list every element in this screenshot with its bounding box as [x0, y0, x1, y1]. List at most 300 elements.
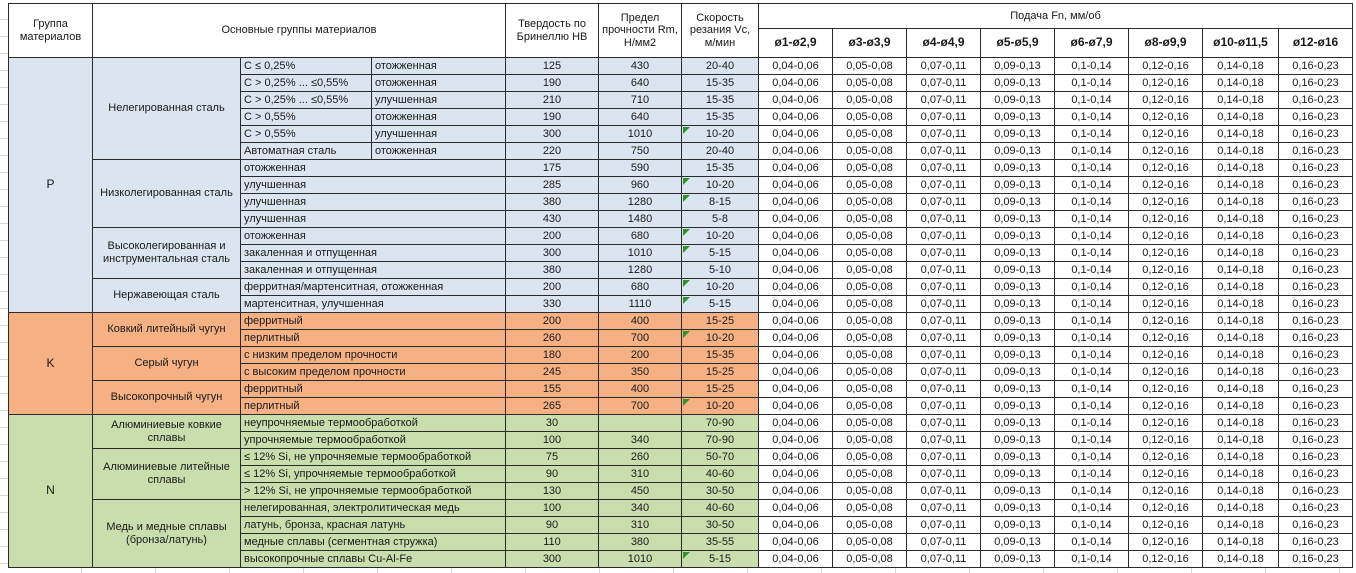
- feed-cell[interactable]: 0,07-0,11: [907, 381, 981, 398]
- feed-cell[interactable]: 0,09-0,13: [981, 75, 1055, 92]
- feed-cell[interactable]: 0,09-0,13: [981, 449, 1055, 466]
- feed-cell[interactable]: 0,16-0,23: [1279, 398, 1353, 415]
- strength-cell[interactable]: 680: [599, 279, 682, 296]
- feed-cell[interactable]: 0,14-0,18: [1203, 279, 1279, 296]
- condition-cell[interactable]: высокопрочные сплавы Cu-Al-Fe: [241, 551, 506, 568]
- feed-cell[interactable]: 0,1-0,14: [1055, 143, 1129, 160]
- feed-cell[interactable]: 0,12-0,16: [1129, 517, 1203, 534]
- strength-cell[interactable]: 700: [599, 330, 682, 347]
- feed-cell[interactable]: 0,07-0,11: [907, 245, 981, 262]
- strength-cell[interactable]: 1280: [599, 262, 682, 279]
- feed-cell[interactable]: 0,09-0,13: [981, 483, 1055, 500]
- feed-cell[interactable]: 0,04-0,06: [759, 347, 833, 364]
- feed-cell[interactable]: 0,07-0,11: [907, 75, 981, 92]
- feed-cell[interactable]: 0,12-0,16: [1129, 58, 1203, 75]
- feed-cell[interactable]: 0,09-0,13: [981, 262, 1055, 279]
- feed-cell[interactable]: 0,07-0,11: [907, 432, 981, 449]
- feed-cell[interactable]: 0,04-0,06: [759, 415, 833, 432]
- feed-cell[interactable]: 0,12-0,16: [1129, 330, 1203, 347]
- feed-cell[interactable]: 0,12-0,16: [1129, 262, 1203, 279]
- feed-cell[interactable]: 0,16-0,23: [1279, 109, 1353, 126]
- header-cutting-speed-vc[interactable]: Скорость резания Vc, м/мин: [682, 4, 759, 58]
- feed-cell[interactable]: 0,07-0,11: [907, 143, 981, 160]
- feed-cell[interactable]: 0,16-0,23: [1279, 143, 1353, 160]
- feed-cell[interactable]: 0,05-0,08: [833, 483, 907, 500]
- strength-cell[interactable]: 450: [599, 483, 682, 500]
- feed-cell[interactable]: 0,1-0,14: [1055, 58, 1129, 75]
- feed-cell[interactable]: 0,05-0,08: [833, 432, 907, 449]
- feed-cell[interactable]: 0,04-0,06: [759, 143, 833, 160]
- strength-cell[interactable]: 1010: [599, 126, 682, 143]
- feed-cell[interactable]: 0,09-0,13: [981, 398, 1055, 415]
- feed-cell[interactable]: 0,12-0,16: [1129, 143, 1203, 160]
- feed-cell[interactable]: 0,07-0,11: [907, 109, 981, 126]
- feed-cell[interactable]: 0,09-0,13: [981, 415, 1055, 432]
- feed-cell[interactable]: 0,05-0,08: [833, 313, 907, 330]
- cutting-speed-cell[interactable]: 15-25: [682, 381, 759, 398]
- feed-cell[interactable]: 0,07-0,11: [907, 398, 981, 415]
- feed-cell[interactable]: 0,09-0,13: [981, 347, 1055, 364]
- strength-cell[interactable]: 340: [599, 500, 682, 517]
- feed-cell[interactable]: 0,05-0,08: [833, 381, 907, 398]
- hardness-cell[interactable]: 210: [506, 92, 599, 109]
- feed-cell[interactable]: 0,04-0,06: [759, 245, 833, 262]
- feed-cell[interactable]: 0,1-0,14: [1055, 330, 1129, 347]
- feed-cell[interactable]: 0,16-0,23: [1279, 483, 1353, 500]
- feed-cell[interactable]: 0,09-0,13: [981, 143, 1055, 160]
- feed-cell[interactable]: 0,12-0,16: [1129, 296, 1203, 313]
- feed-cell[interactable]: 0,09-0,13: [981, 534, 1055, 551]
- feed-cell[interactable]: 0,1-0,14: [1055, 160, 1129, 177]
- feed-cell[interactable]: 0,09-0,13: [981, 92, 1055, 109]
- material-family-cell[interactable]: Ковкий литейный чугун: [93, 313, 241, 347]
- feed-cell[interactable]: 0,14-0,18: [1203, 109, 1279, 126]
- strength-cell[interactable]: 640: [599, 109, 682, 126]
- feed-cell[interactable]: 0,05-0,08: [833, 279, 907, 296]
- feed-cell[interactable]: 0,04-0,06: [759, 126, 833, 143]
- feed-cell[interactable]: 0,14-0,18: [1203, 245, 1279, 262]
- cutting-speed-cell[interactable]: 5-15: [682, 551, 759, 568]
- cutting-speed-cell[interactable]: 15-35: [682, 75, 759, 92]
- condition-cell[interactable]: перлитный: [241, 398, 506, 415]
- feed-cell[interactable]: 0,14-0,18: [1203, 58, 1279, 75]
- condition-cell[interactable]: отожженная: [372, 143, 506, 160]
- feed-cell[interactable]: 0,05-0,08: [833, 415, 907, 432]
- feed-cell[interactable]: 0,16-0,23: [1279, 415, 1353, 432]
- strength-cell[interactable]: 640: [599, 75, 682, 92]
- feed-cell[interactable]: 0,07-0,11: [907, 279, 981, 296]
- feed-cell[interactable]: 0,04-0,06: [759, 500, 833, 517]
- strength-cell[interactable]: 380: [599, 534, 682, 551]
- feed-cell[interactable]: 0,16-0,23: [1279, 160, 1353, 177]
- cutting-speed-cell[interactable]: 10-20: [682, 177, 759, 194]
- header-hardness-hb[interactable]: Твердость по Бринеллю HB: [506, 4, 599, 58]
- feed-cell[interactable]: 0,04-0,06: [759, 211, 833, 228]
- feed-cell[interactable]: 0,16-0,23: [1279, 500, 1353, 517]
- feed-cell[interactable]: 0,14-0,18: [1203, 211, 1279, 228]
- feed-cell[interactable]: 0,1-0,14: [1055, 126, 1129, 143]
- feed-cell[interactable]: 0,12-0,16: [1129, 279, 1203, 296]
- material-family-cell[interactable]: Высокопрочный чугун: [93, 381, 241, 415]
- submaterial-cell[interactable]: C > 0,55%: [241, 126, 372, 143]
- feed-cell[interactable]: 0,09-0,13: [981, 364, 1055, 381]
- feed-cell[interactable]: 0,07-0,11: [907, 517, 981, 534]
- feed-cell[interactable]: 0,09-0,13: [981, 126, 1055, 143]
- feed-cell[interactable]: 0,1-0,14: [1055, 398, 1129, 415]
- submaterial-cell[interactable]: C > 0,25% ... ≤0,55%: [241, 92, 372, 109]
- feed-cell[interactable]: 0,07-0,11: [907, 330, 981, 347]
- feed-cell[interactable]: 0,16-0,23: [1279, 381, 1353, 398]
- feed-cell[interactable]: 0,09-0,13: [981, 296, 1055, 313]
- strength-cell[interactable]: 430: [599, 58, 682, 75]
- hardness-cell[interactable]: 190: [506, 109, 599, 126]
- feed-cell[interactable]: 0,05-0,08: [833, 262, 907, 279]
- feed-cell[interactable]: 0,12-0,16: [1129, 347, 1203, 364]
- group-letter-cell[interactable]: N: [9, 415, 93, 568]
- feed-cell[interactable]: 0,07-0,11: [907, 177, 981, 194]
- hardness-cell[interactable]: 130: [506, 483, 599, 500]
- feed-cell[interactable]: 0,05-0,08: [833, 143, 907, 160]
- feed-cell[interactable]: 0,09-0,13: [981, 466, 1055, 483]
- feed-cell[interactable]: 0,09-0,13: [981, 194, 1055, 211]
- cutting-speed-cell[interactable]: 40-60: [682, 466, 759, 483]
- feed-cell[interactable]: 0,07-0,11: [907, 58, 981, 75]
- hardness-cell[interactable]: 380: [506, 262, 599, 279]
- feed-cell[interactable]: 0,04-0,06: [759, 160, 833, 177]
- condition-cell[interactable]: улучшенная: [241, 194, 506, 211]
- feed-cell[interactable]: 0,04-0,06: [759, 398, 833, 415]
- feed-cell[interactable]: 0,14-0,18: [1203, 381, 1279, 398]
- feed-cell[interactable]: 0,1-0,14: [1055, 313, 1129, 330]
- feed-cell[interactable]: 0,05-0,08: [833, 364, 907, 381]
- submaterial-cell[interactable]: Автоматная сталь: [241, 143, 372, 160]
- feed-cell[interactable]: 0,16-0,23: [1279, 347, 1353, 364]
- feed-cell[interactable]: 0,12-0,16: [1129, 211, 1203, 228]
- feed-cell[interactable]: 0,12-0,16: [1129, 313, 1203, 330]
- hardness-cell[interactable]: 175: [506, 160, 599, 177]
- hardness-cell[interactable]: 90: [506, 466, 599, 483]
- strength-cell[interactable]: 400: [599, 313, 682, 330]
- hardness-cell[interactable]: 200: [506, 228, 599, 245]
- feed-cell[interactable]: 0,12-0,16: [1129, 398, 1203, 415]
- feed-cell[interactable]: 0,12-0,16: [1129, 381, 1203, 398]
- hardness-cell[interactable]: 300: [506, 245, 599, 262]
- hardness-cell[interactable]: 330: [506, 296, 599, 313]
- feed-cell[interactable]: 0,09-0,13: [981, 330, 1055, 347]
- feed-cell[interactable]: 0,14-0,18: [1203, 551, 1279, 568]
- feed-cell[interactable]: 0,1-0,14: [1055, 364, 1129, 381]
- feed-cell[interactable]: 0,14-0,18: [1203, 296, 1279, 313]
- strength-cell[interactable]: 700: [599, 398, 682, 415]
- feed-cell[interactable]: 0,05-0,08: [833, 500, 907, 517]
- feed-cell[interactable]: 0,04-0,06: [759, 449, 833, 466]
- feed-cell[interactable]: 0,14-0,18: [1203, 92, 1279, 109]
- feed-cell[interactable]: 0,1-0,14: [1055, 262, 1129, 279]
- condition-cell[interactable]: отожженная: [241, 160, 506, 177]
- feed-cell[interactable]: 0,09-0,13: [981, 109, 1055, 126]
- feed-cell[interactable]: 0,09-0,13: [981, 228, 1055, 245]
- feed-cell[interactable]: 0,09-0,13: [981, 551, 1055, 568]
- feed-cell[interactable]: 0,07-0,11: [907, 194, 981, 211]
- feed-cell[interactable]: 0,12-0,16: [1129, 483, 1203, 500]
- strength-cell[interactable]: 310: [599, 517, 682, 534]
- header-feed-range-8[interactable]: ø12-ø16: [1279, 29, 1353, 58]
- condition-cell[interactable]: улучшенная: [241, 177, 506, 194]
- feed-cell[interactable]: 0,09-0,13: [981, 279, 1055, 296]
- feed-cell[interactable]: 0,1-0,14: [1055, 177, 1129, 194]
- condition-cell[interactable]: с высоким пределом прочности: [241, 364, 506, 381]
- feed-cell[interactable]: 0,1-0,14: [1055, 381, 1129, 398]
- strength-cell[interactable]: 340: [599, 432, 682, 449]
- feed-cell[interactable]: 0,05-0,08: [833, 296, 907, 313]
- hardness-cell[interactable]: 155: [506, 381, 599, 398]
- feed-cell[interactable]: 0,05-0,08: [833, 534, 907, 551]
- feed-cell[interactable]: 0,07-0,11: [907, 313, 981, 330]
- feed-cell[interactable]: 0,12-0,16: [1129, 449, 1203, 466]
- condition-cell[interactable]: с низким пределом прочности: [241, 347, 506, 364]
- condition-cell[interactable]: латунь, бронза, красная латунь: [241, 517, 506, 534]
- hardness-cell[interactable]: 220: [506, 143, 599, 160]
- feed-cell[interactable]: 0,05-0,08: [833, 551, 907, 568]
- hardness-cell[interactable]: 125: [506, 58, 599, 75]
- feed-cell[interactable]: 0,05-0,08: [833, 109, 907, 126]
- feed-cell[interactable]: 0,14-0,18: [1203, 534, 1279, 551]
- feed-cell[interactable]: 0,04-0,06: [759, 177, 833, 194]
- hardness-cell[interactable]: 300: [506, 126, 599, 143]
- feed-cell[interactable]: 0,12-0,16: [1129, 126, 1203, 143]
- feed-cell[interactable]: 0,1-0,14: [1055, 279, 1129, 296]
- header-feed-range-7[interactable]: ø10-ø11,5: [1203, 29, 1279, 58]
- feed-cell[interactable]: 0,16-0,23: [1279, 534, 1353, 551]
- strength-cell[interactable]: 400: [599, 381, 682, 398]
- feed-cell[interactable]: 0,04-0,06: [759, 534, 833, 551]
- feed-cell[interactable]: 0,1-0,14: [1055, 228, 1129, 245]
- feed-cell[interactable]: 0,16-0,23: [1279, 75, 1353, 92]
- hardness-cell[interactable]: 190: [506, 75, 599, 92]
- condition-cell[interactable]: упрочняемые термообработкой: [241, 432, 506, 449]
- feed-cell[interactable]: 0,04-0,06: [759, 75, 833, 92]
- feed-cell[interactable]: 0,1-0,14: [1055, 534, 1129, 551]
- feed-cell[interactable]: 0,05-0,08: [833, 177, 907, 194]
- feed-cell[interactable]: 0,1-0,14: [1055, 449, 1129, 466]
- strength-cell[interactable]: 1110: [599, 296, 682, 313]
- feed-cell[interactable]: 0,14-0,18: [1203, 517, 1279, 534]
- condition-cell[interactable]: мартенситная, улучшенная: [241, 296, 506, 313]
- feed-cell[interactable]: 0,16-0,23: [1279, 364, 1353, 381]
- feed-cell[interactable]: 0,07-0,11: [907, 466, 981, 483]
- feed-cell[interactable]: 0,1-0,14: [1055, 415, 1129, 432]
- strength-cell[interactable]: 350: [599, 364, 682, 381]
- feed-cell[interactable]: 0,09-0,13: [981, 313, 1055, 330]
- feed-cell[interactable]: 0,07-0,11: [907, 500, 981, 517]
- condition-cell[interactable]: > 12% Si, не упрочняемые термообработкой: [241, 483, 506, 500]
- feed-cell[interactable]: 0,1-0,14: [1055, 347, 1129, 364]
- feed-cell[interactable]: 0,1-0,14: [1055, 432, 1129, 449]
- feed-cell[interactable]: 0,16-0,23: [1279, 228, 1353, 245]
- feed-cell[interactable]: 0,16-0,23: [1279, 177, 1353, 194]
- feed-cell[interactable]: 0,05-0,08: [833, 517, 907, 534]
- cutting-speed-cell[interactable]: 30-50: [682, 517, 759, 534]
- cutting-speed-cell[interactable]: 40-60: [682, 500, 759, 517]
- feed-cell[interactable]: 0,09-0,13: [981, 500, 1055, 517]
- material-family-cell[interactable]: Медь и медные сплавы (бронза/латунь): [93, 500, 241, 568]
- cutting-speed-cell[interactable]: 35-55: [682, 534, 759, 551]
- feed-cell[interactable]: 0,05-0,08: [833, 245, 907, 262]
- feed-cell[interactable]: 0,05-0,08: [833, 75, 907, 92]
- feed-cell[interactable]: 0,12-0,16: [1129, 245, 1203, 262]
- strength-cell[interactable]: 960: [599, 177, 682, 194]
- cutting-speed-cell[interactable]: 15-35: [682, 92, 759, 109]
- feed-cell[interactable]: 0,05-0,08: [833, 211, 907, 228]
- hardness-cell[interactable]: 110: [506, 534, 599, 551]
- feed-cell[interactable]: 0,07-0,11: [907, 483, 981, 500]
- hardness-cell[interactable]: 100: [506, 500, 599, 517]
- feed-cell[interactable]: 0,07-0,11: [907, 92, 981, 109]
- feed-cell[interactable]: 0,12-0,16: [1129, 500, 1203, 517]
- feed-cell[interactable]: 0,09-0,13: [981, 211, 1055, 228]
- feed-cell[interactable]: 0,12-0,16: [1129, 92, 1203, 109]
- hardness-cell[interactable]: 30: [506, 415, 599, 432]
- feed-cell[interactable]: 0,04-0,06: [759, 551, 833, 568]
- feed-cell[interactable]: 0,04-0,06: [759, 279, 833, 296]
- condition-cell[interactable]: отожженная: [372, 75, 506, 92]
- feed-cell[interactable]: 0,1-0,14: [1055, 296, 1129, 313]
- material-family-cell[interactable]: Алюминиевые литейные сплавы: [93, 449, 241, 500]
- feed-cell[interactable]: 0,1-0,14: [1055, 551, 1129, 568]
- feed-cell[interactable]: 0,04-0,06: [759, 92, 833, 109]
- condition-cell[interactable]: ферритный: [241, 313, 506, 330]
- feed-cell[interactable]: 0,09-0,13: [981, 177, 1055, 194]
- feed-cell[interactable]: 0,16-0,23: [1279, 551, 1353, 568]
- feed-cell[interactable]: 0,14-0,18: [1203, 160, 1279, 177]
- material-family-cell[interactable]: Высоколегированная и инструментальная сталь: [93, 228, 241, 279]
- feed-cell[interactable]: 0,14-0,18: [1203, 415, 1279, 432]
- feed-cell[interactable]: 0,12-0,16: [1129, 160, 1203, 177]
- feed-cell[interactable]: 0,07-0,11: [907, 211, 981, 228]
- feed-cell[interactable]: 0,14-0,18: [1203, 364, 1279, 381]
- cutting-speed-cell[interactable]: 20-40: [682, 143, 759, 160]
- condition-cell[interactable]: ≤ 12% Si, упрочняемые термообработкой: [241, 466, 506, 483]
- feed-cell[interactable]: 0,05-0,08: [833, 330, 907, 347]
- feed-cell[interactable]: 0,05-0,08: [833, 160, 907, 177]
- hardness-cell[interactable]: 265: [506, 398, 599, 415]
- condition-cell[interactable]: медные сплавы (сегментная стружка): [241, 534, 506, 551]
- submaterial-cell[interactable]: C ≤ 0,25%: [241, 58, 372, 75]
- feed-cell[interactable]: 0,16-0,23: [1279, 126, 1353, 143]
- feed-cell[interactable]: 0,14-0,18: [1203, 143, 1279, 160]
- hardness-cell[interactable]: 285: [506, 177, 599, 194]
- hardness-cell[interactable]: 260: [506, 330, 599, 347]
- hardness-cell[interactable]: 200: [506, 279, 599, 296]
- feed-cell[interactable]: 0,16-0,23: [1279, 58, 1353, 75]
- feed-cell[interactable]: 0,12-0,16: [1129, 194, 1203, 211]
- submaterial-cell[interactable]: C > 0,55%: [241, 109, 372, 126]
- feed-cell[interactable]: 0,14-0,18: [1203, 347, 1279, 364]
- header-material-group[interactable]: Группа материалов: [9, 4, 93, 58]
- feed-cell[interactable]: 0,07-0,11: [907, 126, 981, 143]
- feed-cell[interactable]: 0,12-0,16: [1129, 466, 1203, 483]
- header-feed-range-1[interactable]: ø1-ø2,9: [759, 29, 833, 58]
- hardness-cell[interactable]: 430: [506, 211, 599, 228]
- header-feed-range-6[interactable]: ø8-ø9,9: [1129, 29, 1203, 58]
- feed-cell[interactable]: 0,14-0,18: [1203, 177, 1279, 194]
- feed-cell[interactable]: 0,04-0,06: [759, 262, 833, 279]
- cutting-speed-cell[interactable]: 10-20: [682, 228, 759, 245]
- header-feed-range-2[interactable]: ø3-ø3,9: [833, 29, 907, 58]
- feed-cell[interactable]: 0,1-0,14: [1055, 483, 1129, 500]
- strength-cell[interactable]: 1480: [599, 211, 682, 228]
- hardness-cell[interactable]: 300: [506, 551, 599, 568]
- feed-cell[interactable]: 0,04-0,06: [759, 109, 833, 126]
- feed-cell[interactable]: 0,1-0,14: [1055, 211, 1129, 228]
- condition-cell[interactable]: перлитный: [241, 330, 506, 347]
- strength-cell[interactable]: 590: [599, 160, 682, 177]
- feed-cell[interactable]: 0,1-0,14: [1055, 194, 1129, 211]
- feed-cell[interactable]: 0,04-0,06: [759, 228, 833, 245]
- cutting-speed-cell[interactable]: 15-25: [682, 313, 759, 330]
- cutting-speed-cell[interactable]: 15-35: [682, 347, 759, 364]
- header-main-groups[interactable]: Основные группы материалов: [93, 4, 506, 58]
- feed-cell[interactable]: 0,05-0,08: [833, 194, 907, 211]
- cutting-speed-cell[interactable]: 30-50: [682, 483, 759, 500]
- feed-cell[interactable]: 0,16-0,23: [1279, 262, 1353, 279]
- condition-cell[interactable]: отожженная: [372, 58, 506, 75]
- feed-cell[interactable]: 0,16-0,23: [1279, 245, 1353, 262]
- cutting-speed-cell[interactable]: 50-70: [682, 449, 759, 466]
- condition-cell[interactable]: ферритный: [241, 381, 506, 398]
- header-feed-range-3[interactable]: ø4-ø4,9: [907, 29, 981, 58]
- feed-cell[interactable]: 0,05-0,08: [833, 449, 907, 466]
- strength-cell[interactable]: 750: [599, 143, 682, 160]
- header-strength-rm[interactable]: Предел прочности Rm, Н/мм2: [599, 4, 682, 58]
- cutting-speed-cell[interactable]: 5-15: [682, 245, 759, 262]
- feed-cell[interactable]: 0,14-0,18: [1203, 483, 1279, 500]
- condition-cell[interactable]: закаленная и отпущенная: [241, 245, 506, 262]
- group-letter-cell[interactable]: K: [9, 313, 93, 415]
- feed-cell[interactable]: 0,09-0,13: [981, 517, 1055, 534]
- feed-cell[interactable]: 0,09-0,13: [981, 58, 1055, 75]
- condition-cell[interactable]: отожженная: [241, 228, 506, 245]
- feed-cell[interactable]: 0,16-0,23: [1279, 296, 1353, 313]
- feed-cell[interactable]: 0,16-0,23: [1279, 432, 1353, 449]
- feed-cell[interactable]: 0,14-0,18: [1203, 194, 1279, 211]
- feed-cell[interactable]: 0,12-0,16: [1129, 432, 1203, 449]
- feed-cell[interactable]: 0,12-0,16: [1129, 177, 1203, 194]
- strength-cell[interactable]: 260: [599, 449, 682, 466]
- feed-cell[interactable]: 0,14-0,18: [1203, 126, 1279, 143]
- hardness-cell[interactable]: 90: [506, 517, 599, 534]
- feed-cell[interactable]: 0,07-0,11: [907, 415, 981, 432]
- feed-cell[interactable]: 0,07-0,11: [907, 228, 981, 245]
- feed-cell[interactable]: 0,14-0,18: [1203, 500, 1279, 517]
- hardness-cell[interactable]: 180: [506, 347, 599, 364]
- feed-cell[interactable]: 0,1-0,14: [1055, 109, 1129, 126]
- feed-cell[interactable]: 0,04-0,06: [759, 432, 833, 449]
- feed-cell[interactable]: 0,12-0,16: [1129, 534, 1203, 551]
- feed-cell[interactable]: 0,16-0,23: [1279, 449, 1353, 466]
- cutting-speed-cell[interactable]: 15-35: [682, 160, 759, 177]
- condition-cell[interactable]: закаленная и отпущенная: [241, 262, 506, 279]
- feed-cell[interactable]: 0,1-0,14: [1055, 92, 1129, 109]
- cutting-speed-cell[interactable]: 70-90: [682, 415, 759, 432]
- feed-cell[interactable]: 0,14-0,18: [1203, 449, 1279, 466]
- group-letter-cell[interactable]: P: [9, 58, 93, 313]
- feed-cell[interactable]: 0,14-0,18: [1203, 398, 1279, 415]
- strength-cell[interactable]: 680: [599, 228, 682, 245]
- feed-cell[interactable]: 0,12-0,16: [1129, 109, 1203, 126]
- hardness-cell[interactable]: 200: [506, 313, 599, 330]
- feed-cell[interactable]: 0,1-0,14: [1055, 75, 1129, 92]
